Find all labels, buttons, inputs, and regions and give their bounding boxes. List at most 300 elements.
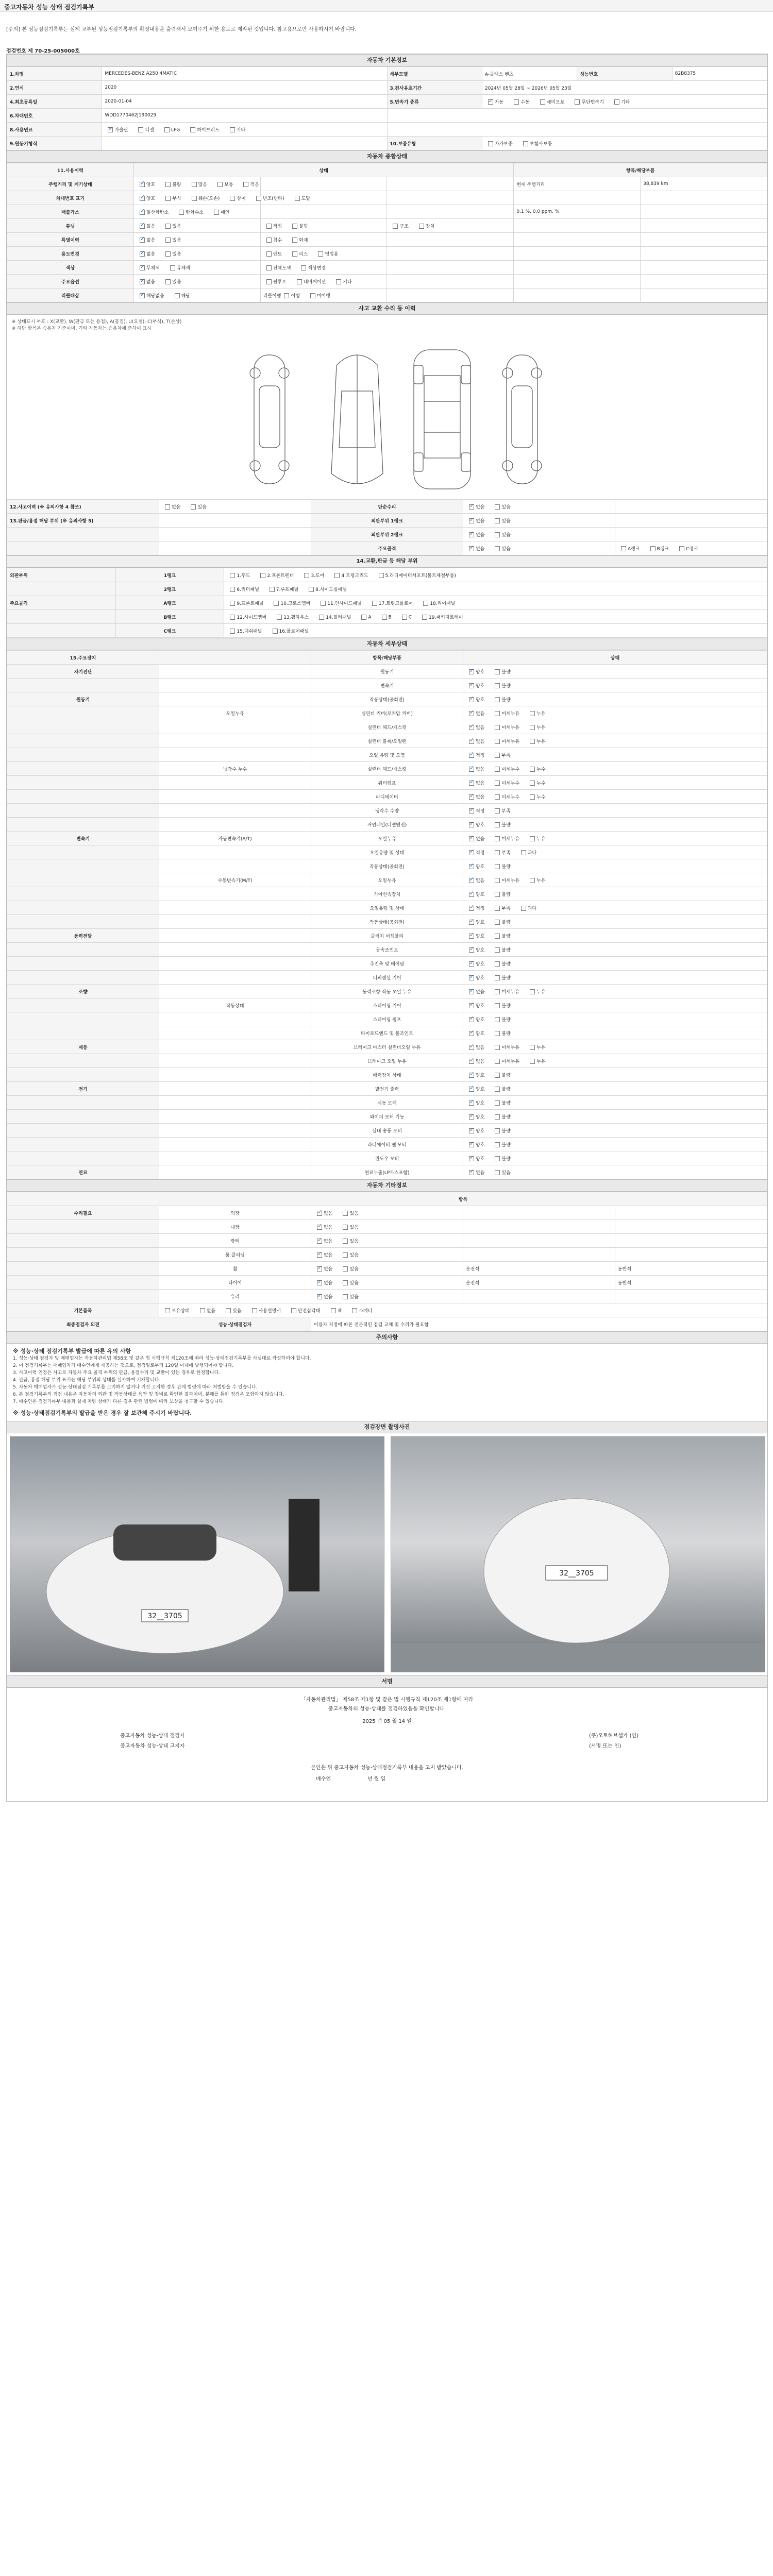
checkbox[interactable] <box>495 947 500 953</box>
checkbox[interactable] <box>469 504 474 510</box>
checkbox[interactable] <box>530 989 535 994</box>
checkbox[interactable] <box>469 836 474 841</box>
checkbox[interactable] <box>469 1017 474 1022</box>
checkbox[interactable] <box>372 601 377 606</box>
option[interactable] <box>289 223 308 229</box>
option[interactable] <box>331 572 368 579</box>
option[interactable] <box>485 140 513 147</box>
checkbox[interactable] <box>304 573 309 578</box>
option[interactable] <box>466 863 484 870</box>
checkbox[interactable] <box>469 1031 474 1036</box>
checkbox[interactable] <box>469 878 474 883</box>
option[interactable] <box>137 278 155 285</box>
checkbox[interactable] <box>274 601 279 606</box>
checkbox[interactable] <box>495 906 500 911</box>
option[interactable] <box>466 1155 484 1162</box>
checkbox[interactable] <box>495 961 500 967</box>
option[interactable] <box>333 278 351 285</box>
option[interactable] <box>137 250 155 257</box>
option[interactable] <box>527 779 545 786</box>
checkbox[interactable] <box>495 836 500 841</box>
checkbox[interactable] <box>292 238 297 243</box>
checkbox[interactable] <box>469 920 474 925</box>
option[interactable] <box>492 779 519 786</box>
checkbox[interactable] <box>469 1087 474 1092</box>
checkbox[interactable] <box>192 182 197 187</box>
option[interactable] <box>314 1293 332 1300</box>
option[interactable] <box>527 710 545 717</box>
checkbox[interactable] <box>164 127 170 132</box>
option[interactable] <box>340 1265 358 1272</box>
checkbox[interactable] <box>165 251 171 257</box>
option[interactable] <box>492 821 510 828</box>
option[interactable] <box>527 877 545 884</box>
option[interactable] <box>162 278 181 285</box>
option[interactable] <box>176 209 204 215</box>
checkbox[interactable] <box>530 1045 535 1050</box>
option[interactable] <box>188 503 206 510</box>
checkbox[interactable] <box>469 961 474 967</box>
checkbox[interactable] <box>495 1003 500 1008</box>
checkbox[interactable] <box>495 669 500 674</box>
option[interactable] <box>105 126 128 133</box>
checkbox[interactable] <box>336 279 341 284</box>
option[interactable] <box>227 614 266 620</box>
checkbox[interactable] <box>521 850 526 855</box>
option[interactable] <box>214 181 233 188</box>
checkbox[interactable] <box>469 808 474 814</box>
checkbox[interactable] <box>469 906 474 911</box>
checkbox[interactable] <box>469 711 474 716</box>
option[interactable] <box>314 1224 332 1230</box>
option[interactable] <box>466 1072 484 1078</box>
option[interactable] <box>466 988 484 995</box>
option[interactable] <box>314 1210 332 1216</box>
option[interactable] <box>492 1030 510 1037</box>
checkbox[interactable] <box>270 587 275 592</box>
checkbox[interactable] <box>495 532 500 537</box>
option[interactable] <box>340 1238 358 1244</box>
option[interactable] <box>270 628 309 634</box>
option[interactable] <box>466 891 484 897</box>
checkbox[interactable] <box>230 629 235 634</box>
checkbox[interactable] <box>530 781 535 786</box>
checkbox[interactable] <box>530 878 535 883</box>
checkbox[interactable] <box>343 1294 348 1299</box>
checkbox[interactable] <box>230 573 235 578</box>
checkbox[interactable] <box>317 1239 322 1244</box>
option[interactable] <box>492 1044 519 1050</box>
checkbox[interactable] <box>469 1100 474 1106</box>
option[interactable] <box>492 919 510 925</box>
checkbox[interactable] <box>165 1308 170 1313</box>
option[interactable] <box>167 264 190 271</box>
checkbox[interactable] <box>273 629 278 634</box>
option[interactable] <box>537 98 565 105</box>
checkbox[interactable] <box>419 224 424 229</box>
checkbox[interactable] <box>495 725 500 730</box>
checkbox[interactable] <box>495 1114 500 1120</box>
option[interactable] <box>466 752 484 758</box>
option[interactable] <box>520 140 552 147</box>
option[interactable] <box>289 250 308 257</box>
option[interactable] <box>137 195 155 201</box>
option[interactable] <box>263 278 287 285</box>
checkbox[interactable] <box>292 251 297 257</box>
checkbox[interactable] <box>495 683 500 688</box>
checkbox[interactable] <box>488 99 493 105</box>
checkbox[interactable] <box>140 293 145 298</box>
option[interactable] <box>315 250 338 257</box>
option[interactable] <box>161 127 180 133</box>
option[interactable] <box>492 1127 510 1134</box>
option[interactable] <box>527 835 545 842</box>
checkbox[interactable] <box>495 753 500 758</box>
checkbox[interactable] <box>495 1087 500 1092</box>
option[interactable] <box>189 195 220 201</box>
checkbox[interactable] <box>679 546 684 551</box>
checkbox[interactable] <box>191 504 196 510</box>
checkbox[interactable] <box>140 196 145 201</box>
option[interactable] <box>492 517 510 524</box>
option[interactable] <box>492 1113 510 1120</box>
option[interactable] <box>301 572 324 579</box>
option[interactable] <box>466 1086 484 1092</box>
checkbox[interactable] <box>469 697 474 702</box>
checkbox[interactable] <box>530 794 535 800</box>
checkbox[interactable] <box>382 615 387 620</box>
option[interactable] <box>492 1002 510 1009</box>
option[interactable] <box>492 835 519 842</box>
option[interactable] <box>466 849 484 856</box>
option[interactable] <box>466 710 484 717</box>
option[interactable] <box>466 1099 484 1106</box>
option[interactable] <box>492 849 510 856</box>
checkbox[interactable] <box>352 1308 357 1313</box>
checkbox[interactable] <box>469 739 474 744</box>
option[interactable] <box>249 1307 281 1314</box>
checkbox[interactable] <box>575 99 580 105</box>
checkbox[interactable] <box>317 1252 322 1258</box>
option[interactable] <box>266 586 298 592</box>
checkbox[interactable] <box>495 781 500 786</box>
option[interactable] <box>292 195 310 201</box>
option[interactable] <box>492 724 519 731</box>
option[interactable] <box>492 1058 519 1064</box>
option[interactable] <box>466 545 484 552</box>
option[interactable] <box>162 503 180 510</box>
checkbox[interactable] <box>495 808 500 814</box>
checkbox[interactable] <box>230 127 235 132</box>
checkbox[interactable] <box>469 892 474 897</box>
checkbox[interactable] <box>343 1280 348 1285</box>
option[interactable] <box>340 1279 358 1286</box>
option[interactable] <box>135 126 154 133</box>
option[interactable] <box>466 1169 484 1176</box>
checkbox[interactable] <box>165 238 171 243</box>
checkbox[interactable] <box>343 1239 348 1244</box>
option[interactable] <box>227 126 245 133</box>
checkbox[interactable] <box>495 1100 500 1106</box>
option[interactable] <box>420 600 455 606</box>
checkbox[interactable] <box>393 224 398 229</box>
checkbox[interactable] <box>495 920 500 925</box>
option[interactable] <box>492 988 519 995</box>
checkbox[interactable] <box>469 975 474 980</box>
option[interactable] <box>419 614 463 620</box>
checkbox[interactable] <box>214 210 219 215</box>
checkbox[interactable] <box>108 127 113 132</box>
option[interactable] <box>485 98 503 105</box>
checkbox[interactable] <box>317 1294 322 1299</box>
option[interactable] <box>527 766 545 772</box>
option[interactable] <box>492 545 510 552</box>
option[interactable] <box>227 586 259 592</box>
checkbox[interactable] <box>469 1156 474 1161</box>
option[interactable] <box>492 1016 510 1023</box>
option[interactable] <box>316 614 351 620</box>
checkbox[interactable] <box>495 1017 500 1022</box>
checkbox[interactable] <box>192 196 197 201</box>
checkbox[interactable] <box>310 293 315 298</box>
option[interactable] <box>492 905 510 911</box>
checkbox[interactable] <box>140 251 145 257</box>
checkbox[interactable] <box>495 878 500 883</box>
option[interactable] <box>416 223 434 229</box>
checkbox[interactable] <box>495 697 500 702</box>
option[interactable] <box>263 223 282 229</box>
checkbox[interactable] <box>495 1128 500 1133</box>
option[interactable] <box>466 835 484 842</box>
checkbox[interactable] <box>226 1308 231 1313</box>
checkbox[interactable] <box>495 504 500 510</box>
option[interactable] <box>399 615 412 620</box>
checkbox[interactable] <box>175 293 180 298</box>
checkbox[interactable] <box>266 251 272 257</box>
option[interactable] <box>466 738 484 744</box>
checkbox[interactable] <box>469 1059 474 1064</box>
checkbox[interactable] <box>318 251 323 257</box>
option[interactable] <box>466 877 484 884</box>
checkbox[interactable] <box>190 127 195 132</box>
option[interactable] <box>294 278 326 285</box>
option[interactable] <box>263 236 282 243</box>
checkbox[interactable] <box>650 546 656 551</box>
checkbox[interactable] <box>495 518 500 523</box>
checkbox[interactable] <box>260 573 265 578</box>
checkbox[interactable] <box>469 1073 474 1078</box>
option[interactable] <box>328 1307 342 1314</box>
checkbox[interactable] <box>140 279 145 284</box>
option[interactable] <box>263 264 291 271</box>
checkbox[interactable] <box>495 1073 500 1078</box>
option[interactable] <box>492 793 519 800</box>
checkbox[interactable] <box>495 739 500 744</box>
option[interactable] <box>349 1307 372 1314</box>
option[interactable] <box>492 946 510 953</box>
checkbox[interactable] <box>140 224 145 229</box>
checkbox[interactable] <box>317 1225 322 1230</box>
option[interactable] <box>518 905 536 911</box>
option[interactable] <box>466 503 484 510</box>
checkbox[interactable] <box>295 196 300 201</box>
option[interactable] <box>137 209 169 215</box>
option[interactable] <box>298 264 326 271</box>
option[interactable] <box>492 766 519 772</box>
checkbox[interactable] <box>297 279 302 284</box>
option[interactable] <box>227 628 262 634</box>
option[interactable] <box>227 600 263 606</box>
checkbox[interactable] <box>469 850 474 855</box>
checkbox[interactable] <box>495 1170 500 1175</box>
option[interactable] <box>306 586 347 592</box>
option[interactable] <box>162 250 181 257</box>
checkbox[interactable] <box>266 238 272 243</box>
option[interactable] <box>492 960 510 967</box>
checkbox[interactable] <box>469 1045 474 1050</box>
checkbox[interactable] <box>230 587 235 592</box>
checkbox[interactable] <box>469 683 474 688</box>
checkbox[interactable] <box>469 781 474 786</box>
checkbox[interactable] <box>379 573 384 578</box>
checkbox[interactable] <box>469 794 474 800</box>
checkbox[interactable] <box>523 141 528 146</box>
checkbox[interactable] <box>495 1031 500 1036</box>
checkbox[interactable] <box>614 99 619 105</box>
checkbox[interactable] <box>266 265 272 270</box>
option[interactable] <box>137 181 155 188</box>
checkbox[interactable] <box>256 196 261 201</box>
option[interactable] <box>369 600 413 606</box>
checkbox[interactable] <box>469 1142 474 1147</box>
checkbox[interactable] <box>266 279 272 284</box>
checkbox[interactable] <box>495 989 500 994</box>
option[interactable] <box>288 1307 320 1314</box>
checkbox[interactable] <box>540 99 545 105</box>
option[interactable] <box>618 545 640 552</box>
option[interactable] <box>289 236 308 243</box>
option[interactable] <box>466 933 484 939</box>
checkbox[interactable] <box>165 196 171 201</box>
option[interactable] <box>466 531 484 538</box>
option[interactable] <box>527 988 545 995</box>
option[interactable] <box>466 696 484 703</box>
option[interactable] <box>162 1307 190 1314</box>
checkbox[interactable] <box>495 934 500 939</box>
checkbox[interactable] <box>343 1252 348 1258</box>
checkbox[interactable] <box>469 767 474 772</box>
option[interactable] <box>572 98 603 105</box>
checkbox[interactable] <box>292 224 297 229</box>
checkbox[interactable] <box>331 1308 336 1313</box>
checkbox[interactable] <box>165 279 171 284</box>
checkbox[interactable] <box>469 934 474 939</box>
checkbox[interactable] <box>469 725 474 730</box>
option[interactable] <box>211 209 229 215</box>
checkbox[interactable] <box>170 265 175 270</box>
option[interactable] <box>162 181 181 188</box>
checkbox[interactable] <box>469 1003 474 1008</box>
option[interactable] <box>492 738 519 744</box>
option[interactable] <box>466 724 484 731</box>
checkbox[interactable] <box>138 127 143 132</box>
option[interactable] <box>492 877 519 884</box>
option[interactable] <box>466 793 484 800</box>
option[interactable] <box>466 779 484 786</box>
checkbox[interactable] <box>530 739 535 744</box>
option[interactable] <box>492 1072 510 1078</box>
checkbox[interactable] <box>343 1266 348 1272</box>
checkbox[interactable] <box>284 293 289 298</box>
option[interactable] <box>492 933 510 939</box>
option[interactable] <box>227 572 250 579</box>
option[interactable] <box>340 1210 358 1216</box>
option[interactable] <box>527 793 545 800</box>
option[interactable] <box>162 195 181 201</box>
option[interactable] <box>466 974 484 981</box>
option[interactable] <box>466 517 484 524</box>
option[interactable] <box>257 572 294 579</box>
option[interactable] <box>137 223 155 229</box>
checkbox[interactable] <box>495 794 500 800</box>
checkbox[interactable] <box>495 850 500 855</box>
option[interactable] <box>466 821 484 828</box>
checkbox[interactable] <box>530 836 535 841</box>
option[interactable] <box>390 223 408 229</box>
checkbox[interactable] <box>422 615 427 620</box>
checkbox[interactable] <box>469 518 474 523</box>
checkbox[interactable] <box>165 182 171 187</box>
option[interactable] <box>314 1265 332 1272</box>
checkbox[interactable] <box>469 1170 474 1175</box>
option[interactable] <box>466 682 484 689</box>
option[interactable] <box>187 126 219 133</box>
checkbox[interactable] <box>469 822 474 827</box>
checkbox[interactable] <box>495 1045 500 1050</box>
checkbox[interactable] <box>319 615 324 620</box>
option[interactable] <box>162 236 181 243</box>
option[interactable] <box>227 195 245 201</box>
checkbox[interactable] <box>469 989 474 994</box>
option[interactable] <box>527 738 545 744</box>
option[interactable] <box>307 292 330 299</box>
option[interactable] <box>466 1113 484 1120</box>
option[interactable] <box>492 668 510 675</box>
checkbox[interactable] <box>423 601 428 606</box>
option[interactable] <box>492 1141 510 1148</box>
option[interactable] <box>492 891 510 897</box>
checkbox[interactable] <box>243 182 248 187</box>
option[interactable] <box>492 752 510 758</box>
checkbox[interactable] <box>495 975 500 980</box>
option[interactable] <box>314 1279 332 1286</box>
option[interactable] <box>492 503 510 510</box>
option[interactable] <box>466 766 484 772</box>
option[interactable] <box>492 1099 510 1106</box>
checkbox[interactable] <box>402 615 407 620</box>
option[interactable] <box>317 600 361 606</box>
option[interactable] <box>172 292 190 299</box>
checkbox[interactable] <box>495 822 500 827</box>
option[interactable] <box>466 919 484 925</box>
option[interactable] <box>466 1044 484 1050</box>
checkbox[interactable] <box>277 615 282 620</box>
option[interactable] <box>527 1044 545 1050</box>
option[interactable] <box>492 1155 510 1162</box>
option[interactable] <box>527 724 545 731</box>
checkbox[interactable] <box>140 210 145 215</box>
option[interactable] <box>518 849 536 856</box>
